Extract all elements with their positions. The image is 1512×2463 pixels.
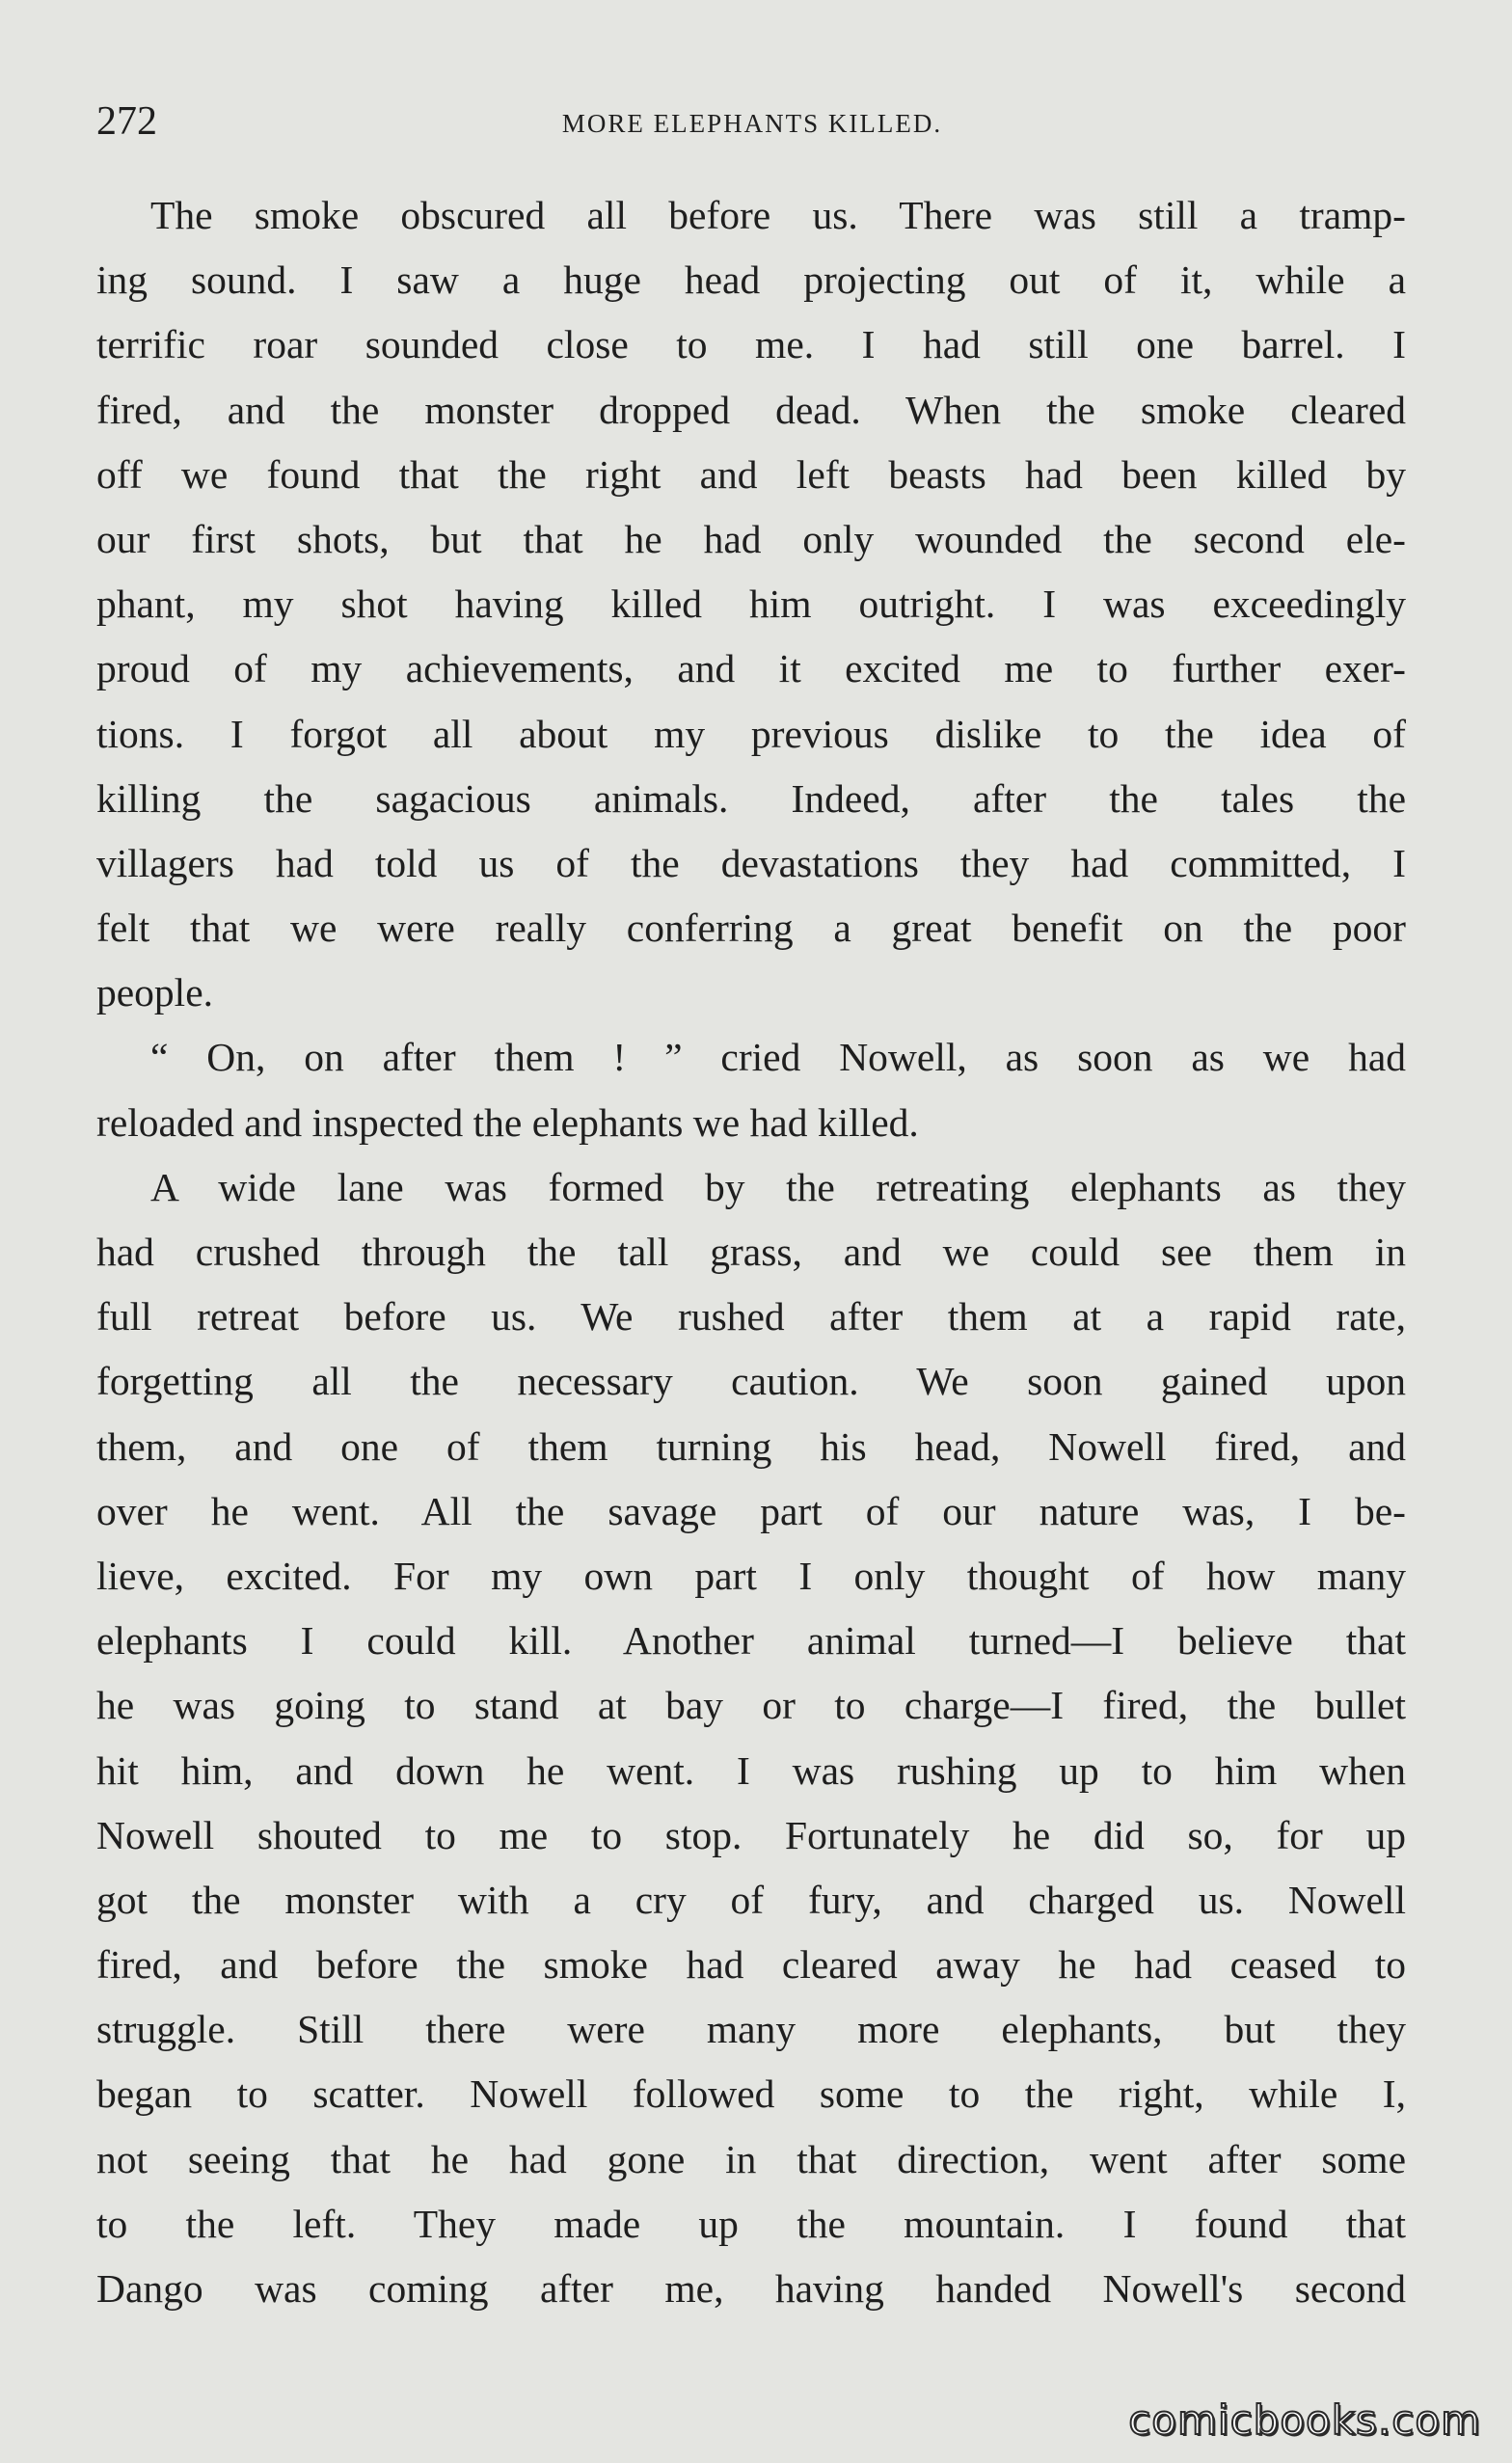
page-number: 272: [96, 99, 157, 144]
text-line: elephants I could kill. Another animal turned—I believe that: [96, 1618, 1406, 1664]
text-line: forgetting all the necessary caution. We soon gained upon: [96, 1359, 1406, 1404]
text-line: villagers had told us of the devastations they had committed, I: [96, 840, 1406, 885]
text-line: full retreat before us. We rushed after them at a rapid rate,: [96, 1294, 1406, 1340]
text-line: reloaded and inspected the elephants we had killed.: [96, 1099, 919, 1145]
text-line: proud of my achievements, and it excited me to further exer-: [96, 646, 1406, 691]
text-line: phant, my shot having killed him outright. I was exceedingly: [96, 582, 1406, 627]
text-line: hit him, and down he went. I was rushing up to him when: [96, 1747, 1406, 1793]
text-line: our first shots, but that he had only wounded the second ele-: [96, 516, 1406, 561]
watermark: comicbooks.com: [1128, 2396, 1481, 2444]
text-line: people.: [96, 970, 213, 1015]
text-line: them, and one of them turning his head, Nowell fired, and: [96, 1423, 1406, 1469]
text-line: A wide lane was formed by the retreating elephants as they: [150, 1164, 1406, 1209]
text-line: tions. I forgot all about my previous dislike to the idea of: [96, 711, 1406, 756]
text-line: Dango was coming after me, having handed Nowell's second: [96, 2266, 1406, 2311]
text-line: struggle. Still there were many more elephants, but they: [96, 2007, 1406, 2052]
text-line: fired, and before the smoke had cleared away he had ceased to: [96, 1942, 1406, 1988]
page-header: [96, 93, 1408, 150]
text-line: over he went. All the savage part of our nature was, I be-: [96, 1488, 1406, 1533]
body-text: [96, 183, 1406, 2321]
text-line: “ On, on after them ! ” cried Nowell, as soon as we had: [150, 1035, 1406, 1080]
text-line: not seeing that he had gone in that direction, went after some: [96, 2136, 1406, 2181]
text-line: had crushed through the tall grass, and we could see them in: [96, 1230, 1406, 1274]
text-line: ing sound. I saw a huge head projecting out of it, while a: [96, 257, 1406, 303]
running-head: MORE ELEPHANTS KILLED.: [561, 109, 943, 138]
text-line: fired, and the monster dropped dead. When the smoke cleared: [96, 387, 1406, 432]
text-line: felt that we were really conferring a great benefit on the poor: [96, 906, 1406, 951]
text-line: The smoke obscured all before us. There was still a tramp-: [150, 193, 1406, 237]
text-line: began to scatter. Nowell followed some to the right, while I,: [96, 2071, 1406, 2117]
text-line: off we found that the right and left beasts had been killed by: [96, 451, 1406, 497]
text-line: to the left. They made up the mountain. I found that: [96, 2201, 1406, 2246]
text-line: lieve, excited. For my own part I only thought of how many: [96, 1553, 1406, 1598]
text-line: got the monster with a cry of fury, and charged us. Nowell: [96, 1877, 1406, 1922]
text-line: terrific roar sounded close to me. I had still one barrel. I: [96, 322, 1406, 367]
text-line: killing the sagacious animals. Indeed, after the tales the: [96, 775, 1406, 821]
text-line: Nowell shouted to me to stop. Fortunately he did so, for up: [96, 1812, 1406, 1857]
text-line: he was going to stand at bay or to charge—I fired, the bullet: [96, 1683, 1406, 1728]
